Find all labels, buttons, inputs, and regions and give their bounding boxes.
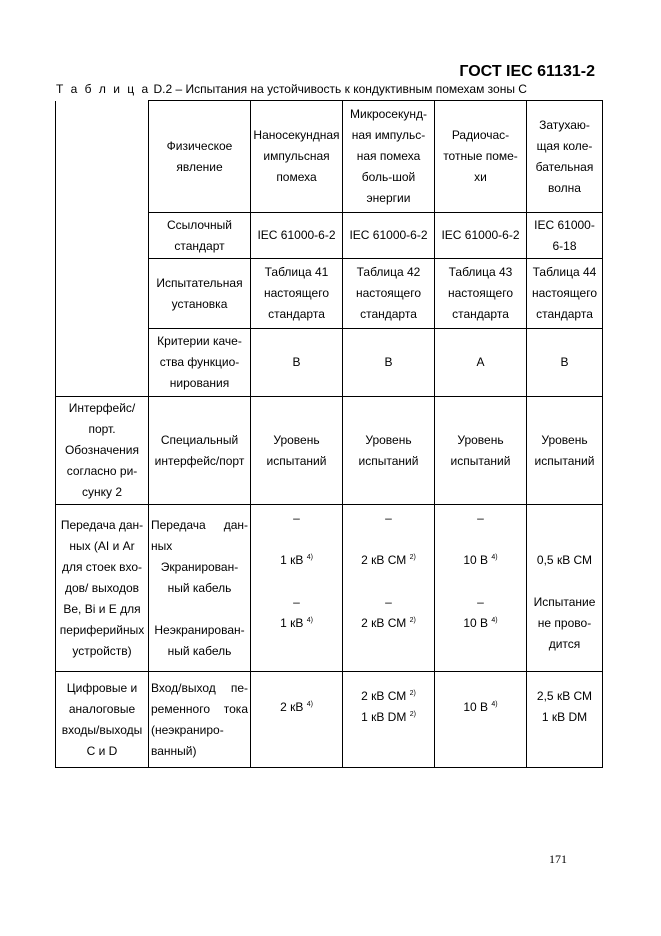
cell: IEC 61000-6-2	[251, 213, 343, 259]
value: 2 кВ	[280, 700, 304, 714]
value: 1 кВ DM	[541, 710, 588, 724]
standard-designation: ГОСТ IEC 61131-2	[459, 63, 595, 80]
cell: A	[435, 329, 527, 397]
table-row	[56, 397, 603, 505]
cell: Наносекундная импульсная помеха	[251, 101, 343, 213]
table-row	[56, 505, 603, 672]
value: 2 кВ СМ $^{2)}$	[361, 616, 416, 630]
cell: Затухаю-щая коле-бательная волна	[527, 101, 603, 213]
cell	[343, 505, 435, 672]
sub-unshielded-cable: Неэкранирован-ный кабель	[154, 622, 245, 658]
value: 2 кВ СМ $^{2)}$	[361, 553, 416, 567]
value: 10 В $^{4)}$	[463, 616, 498, 630]
cell	[251, 505, 343, 672]
empty-corner-cell	[56, 101, 149, 397]
cell	[527, 672, 603, 768]
dash: –	[477, 511, 484, 525]
dash: –	[293, 595, 300, 609]
value: Испытание не прово-дится	[533, 595, 596, 651]
cell: Радиочас-тотные поме-хи	[435, 101, 527, 213]
row-label-phenomenon: Физическое явление	[149, 101, 251, 213]
interface-label: Интерфейс/ порт. Обозначения согласно ри-сунку 2	[56, 397, 149, 505]
footnote-ref: 4)	[306, 617, 313, 624]
ac-io-label: Вход/выход пе-ременного тока (неэкраниро-ванный)	[149, 672, 251, 768]
value: 0,5 кВ СМ	[536, 553, 593, 567]
data-port-subtypes	[149, 505, 251, 672]
cell	[435, 505, 527, 672]
value: 2,5 кВ СМ	[536, 689, 593, 703]
footnote-ref: 4)	[491, 554, 498, 561]
row-label-setup: Испытательная установка	[149, 259, 251, 329]
value: 2 кВ СМ $^{2)}$	[361, 689, 416, 703]
page-number: 171	[549, 852, 567, 866]
dash: –	[385, 511, 392, 525]
cell: Микросекунд-ная импульс-ная помеха боль-шой энергии	[343, 101, 435, 213]
cell: Таблица 41 настоящего стандарта	[251, 259, 343, 329]
cell	[527, 505, 603, 672]
sub-data-transmission: Передача дан-ных	[151, 517, 248, 553]
footnote-ref: 2)	[409, 711, 416, 718]
table-row	[56, 672, 603, 768]
value: 10 В $^{4)}$	[463, 553, 498, 567]
value: 1 кВ $^{4)}$	[280, 616, 313, 630]
table-caption	[56, 82, 527, 96]
footnote-ref: 2)	[409, 690, 416, 697]
value: 1 кВ $^{4)}$	[280, 553, 313, 567]
cell	[343, 672, 435, 768]
sub-shielded-cable: Экранирован-ный кабель	[160, 559, 239, 595]
footnote-ref: 2)	[409, 617, 416, 624]
cell: Уровень испытаний	[251, 397, 343, 505]
footnote-ref: 2)	[409, 554, 416, 561]
footnote-ref: 4)	[306, 701, 313, 708]
cell: Таблица 44 настоящего стандарта	[527, 259, 603, 329]
cell	[251, 672, 343, 768]
special-interface-label: Специальный интерфейс/порт	[149, 397, 251, 505]
caption-text: D.2 – Испытания на устойчивость к кондуктивным помехам зоны С	[153, 82, 527, 96]
value: 1 кВ DM $^{2)}$	[361, 710, 416, 724]
footnote-ref: 4)	[491, 701, 498, 708]
row-label-reference: Ссылочный стандарт	[149, 213, 251, 259]
immunity-test-table	[55, 100, 603, 768]
dash: –	[385, 595, 392, 609]
cell: Таблица 43 настоящего стандарта	[435, 259, 527, 329]
cell: Уровень испытаний	[527, 397, 603, 505]
value: 10 В	[463, 700, 489, 714]
cell: Уровень испытаний	[435, 397, 527, 505]
cell	[435, 672, 527, 768]
cell: IEC 61000-6-18	[527, 213, 603, 259]
cell: IEC 61000-6-2	[435, 213, 527, 259]
digital-io-label: Цифровые и аналоговые входы/выходы С и D	[56, 672, 149, 768]
row-label-criteria: Критерии каче-ства функцио-нирования	[149, 329, 251, 397]
dash: –	[477, 595, 484, 609]
table-row	[56, 101, 603, 213]
cell: Уровень испытаний	[343, 397, 435, 505]
cell: Таблица 42 настоящего стандарта	[343, 259, 435, 329]
cell: B	[251, 329, 343, 397]
footnote-ref: 4)	[491, 617, 498, 624]
dash: –	[293, 511, 300, 525]
cell: IEC 61000-6-2	[343, 213, 435, 259]
footnote-ref: 4)	[306, 554, 313, 561]
data-port-label: Передача дан-ных (AI и Ar для стоек вхо-дов/ выходов Be, Bi и E для периферийных устройств)	[56, 505, 149, 672]
cell: B	[527, 329, 603, 397]
cell: B	[343, 329, 435, 397]
caption-label: Т а б л и ц а	[56, 82, 151, 96]
